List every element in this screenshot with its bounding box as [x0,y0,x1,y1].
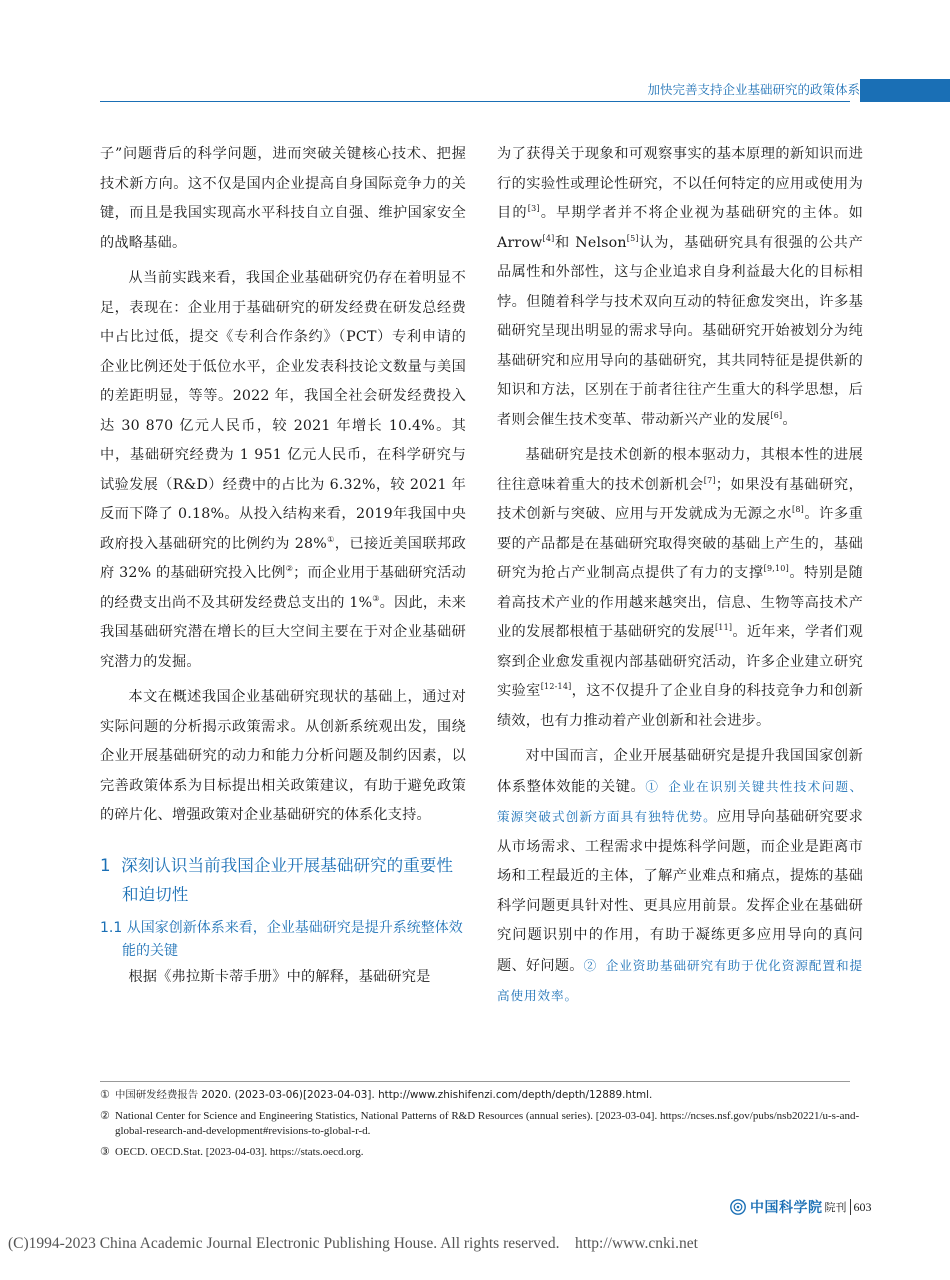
citation-ref[interactable]: [5] [626,233,639,243]
footnote-mark: ② [100,1110,110,1122]
citation-ref[interactable]: [11] [714,623,733,632]
running-header-title: 加快完善支持企业基础研究的政策体系 [647,82,860,97]
citation-ref[interactable]: [12-14] [540,682,572,691]
highlight-point-2: ② 企业资助基础研究有助于优化资源配置和提高使用效率。 [497,957,864,1003]
citation-ref[interactable]: [8] [792,505,804,514]
highlight-point-1: ① 企业在识别关键共性技术问题、策源突破式创新方面具有独特优势。 [497,778,863,824]
left-paragraph-1: 子”问题背后的科学问题，进而突破关键核心技术、把握技术新方向。这不仅是国内企业提高自身国际竞争力的关键，而且是我国实现高水平科技自立自强、维护国家安全的战略基础。 [100,146,466,251]
right-paragraph-2: 基础研究是技术创新的根本驱动力，其根本性的进展往往意味着重大的技术创新机会[7]；如果没有基础研究，技术创新与突破、应用与开发就成为无源之水[8]。许多重要的产品都是在基础研究取得突破的基础上产生的，基础研究为抢占产业制高点提供了有力的支撑[9,10]。特别是随着高技术产业的作用越来越突出，信息、生物等高技术产业的发展都根植于基础研究的发展[11]。近年来，学者们观察到企业愈发重视内部基础研究活动，许多企业建立研究实验室[12-14]，这不仅提升了企业自身的科技竞争力和创新绩效，也有力推动着产业创新和社会进步。 [497,447,863,729]
footnote-mark: ③ [100,1146,110,1158]
footnote-ref-3[interactable]: ③ [372,593,380,603]
subsection-heading-1-1: 1.1 从国家创新体系来看，企业基础研究是提升系统整体效能的关键 [100,919,463,959]
journal-logo-text: 中国科学院 [750,1200,823,1216]
footnote-rule [100,1081,850,1082]
right-paragraph-1: 为了获得关于现象和可观察事实的基本原理的新知识而进行的实验性或理论性研究，不以任何特定的应用或使用为目的[3]。早期学者并不将企业视为基础研究的主体。如 Arrow[4]和 Nelson[5]认为，基础研究具有很强的公共产品属性和外部性，这与企业追求自身利益最大化的目标相悖。但随着科学与技术双向互动的特征愈发突出，许多基础研究呈现出明显的需求导向。基础研究开始被划分为纯基础研究和应用导向的基础研究，其共同特征是提供新的知识和方法，区别在于前者往往产生重大的科学思想，后者则会催生技术变革、带动新兴产业的发展[6]。 [497,146,864,428]
journal-name: 院刊 [824,1201,847,1214]
left-paragraph-3: 本文在概述我国企业基础研究现状的基础上，通过对实际问题的分析揭示政策需求。从创新系统观出发，围绕企业开展基础研究的动力和能力分析问题及制约因素，以完善政策体系为目标提出相关政策建议，有助于避免政策的碎片化、增强政策对企业基础研究的体系化支持。 [100,689,466,823]
citation-ref[interactable]: [7] [703,475,716,485]
page-number: 603 [853,1199,872,1214]
footnote-text: National Center for Science and Engineering Statistics, National Patterns of R&D Resources (annual series). [2023-03-04]. https://ncses.nsf.gov/pubs/nsb20221/u-s-and-global-research-and-development#revisions-to-global-r-d. [115,1110,860,1137]
citation-ref[interactable]: [9,10] [763,564,789,573]
citation-ref[interactable]: [6] [770,410,783,420]
citation-ref[interactable]: [4] [542,233,555,243]
left-column [100,140,466,992]
section-heading-1: 1 深刻认识当前我国企业开展基础研究的重要性和迫切性 [100,855,453,904]
footnote-3 [100,1145,860,1160]
header-color-block [860,79,950,102]
footnote-text: OECD. OECD.Stat. [2023-04-03]. https://stats.oecd.org. [115,1146,364,1158]
footnote-ref-2[interactable]: ② [285,564,294,573]
footnote-ref-1[interactable]: ① [326,534,335,544]
header-rule [100,101,850,102]
copyright-line: (C)1994-2023 China Academic Journal Electronic Publishing House. All rights reserved. http://www.cnki.net [8,1235,698,1252]
footnote-1 [100,1088,860,1103]
right-paragraph-3: 对中国而言，企业开展基础研究是提升我国国家创新体系整体效能的关键。① 企业在识别关键共性技术问题、策源突破式创新方面具有独特优势。应用导向基础研究要求从市场需求、工程需求中提炼科学问题，而企业是距离市场和工程最近的主体，了解产业难点和痛点，提炼的基础科学问题更具针对性、更具应用前景。发挥企业在基础研究问题识别中的作用，有助于凝练更多应用导向的真问题、好问题。② 企业资助基础研究有助于优化资源配置和提高使用效率。 [497,748,864,1003]
journal-logo [730,1196,872,1218]
footnote-mark: ① [100,1089,110,1101]
footnote-text: 中国研发经费报告 2020. (2023-03-06)[2023-04-03]. http://www.zhishifenzi.com/depth/depth/12889.html. [115,1089,653,1101]
footnote-2 [100,1109,860,1139]
page-separator [850,1199,851,1215]
cas-emblem-icon [730,1199,746,1215]
left-paragraph-4: 根据《弗拉斯卡蒂手册》中的解释，基础研究是 [128,968,431,985]
right-column [497,140,863,1012]
footnotes [100,1088,860,1166]
citation-ref[interactable]: [3] [527,204,540,213]
left-paragraph-2: 从当前实践来看，我国企业基础研究仍存在着明显不足，表现在：企业用于基础研究的研发经费在研发总经费中占比过低，提交《专利合作条约》（PCT）专利申请的企业比例还处于低位水平，企业发表科技论文数量与美国的差距明显，等等。2022 年，我国全社会研发经费投入达 30 870 亿元人民币，较 2021 年增长 10.4%。其中，基础研究经费为 1 951 亿元人民币，在科学研究与试验发展（R&D）经费中的占比为 6.32%，较 2021 年反而下降了 0.18%。从投入结构来看，2019年我国中央政府投入基础研究的比例约为 28%①，已接近美国联邦政府 32% 的基础研究投入比例②；而企业用于基础研究活动的经费支出尚不及其研发经费总支出的 1%③。因此，未来我国基础研究潜在增长的巨大空间主要在于对企业基础研究潜力的发掘。 [100,270,467,670]
